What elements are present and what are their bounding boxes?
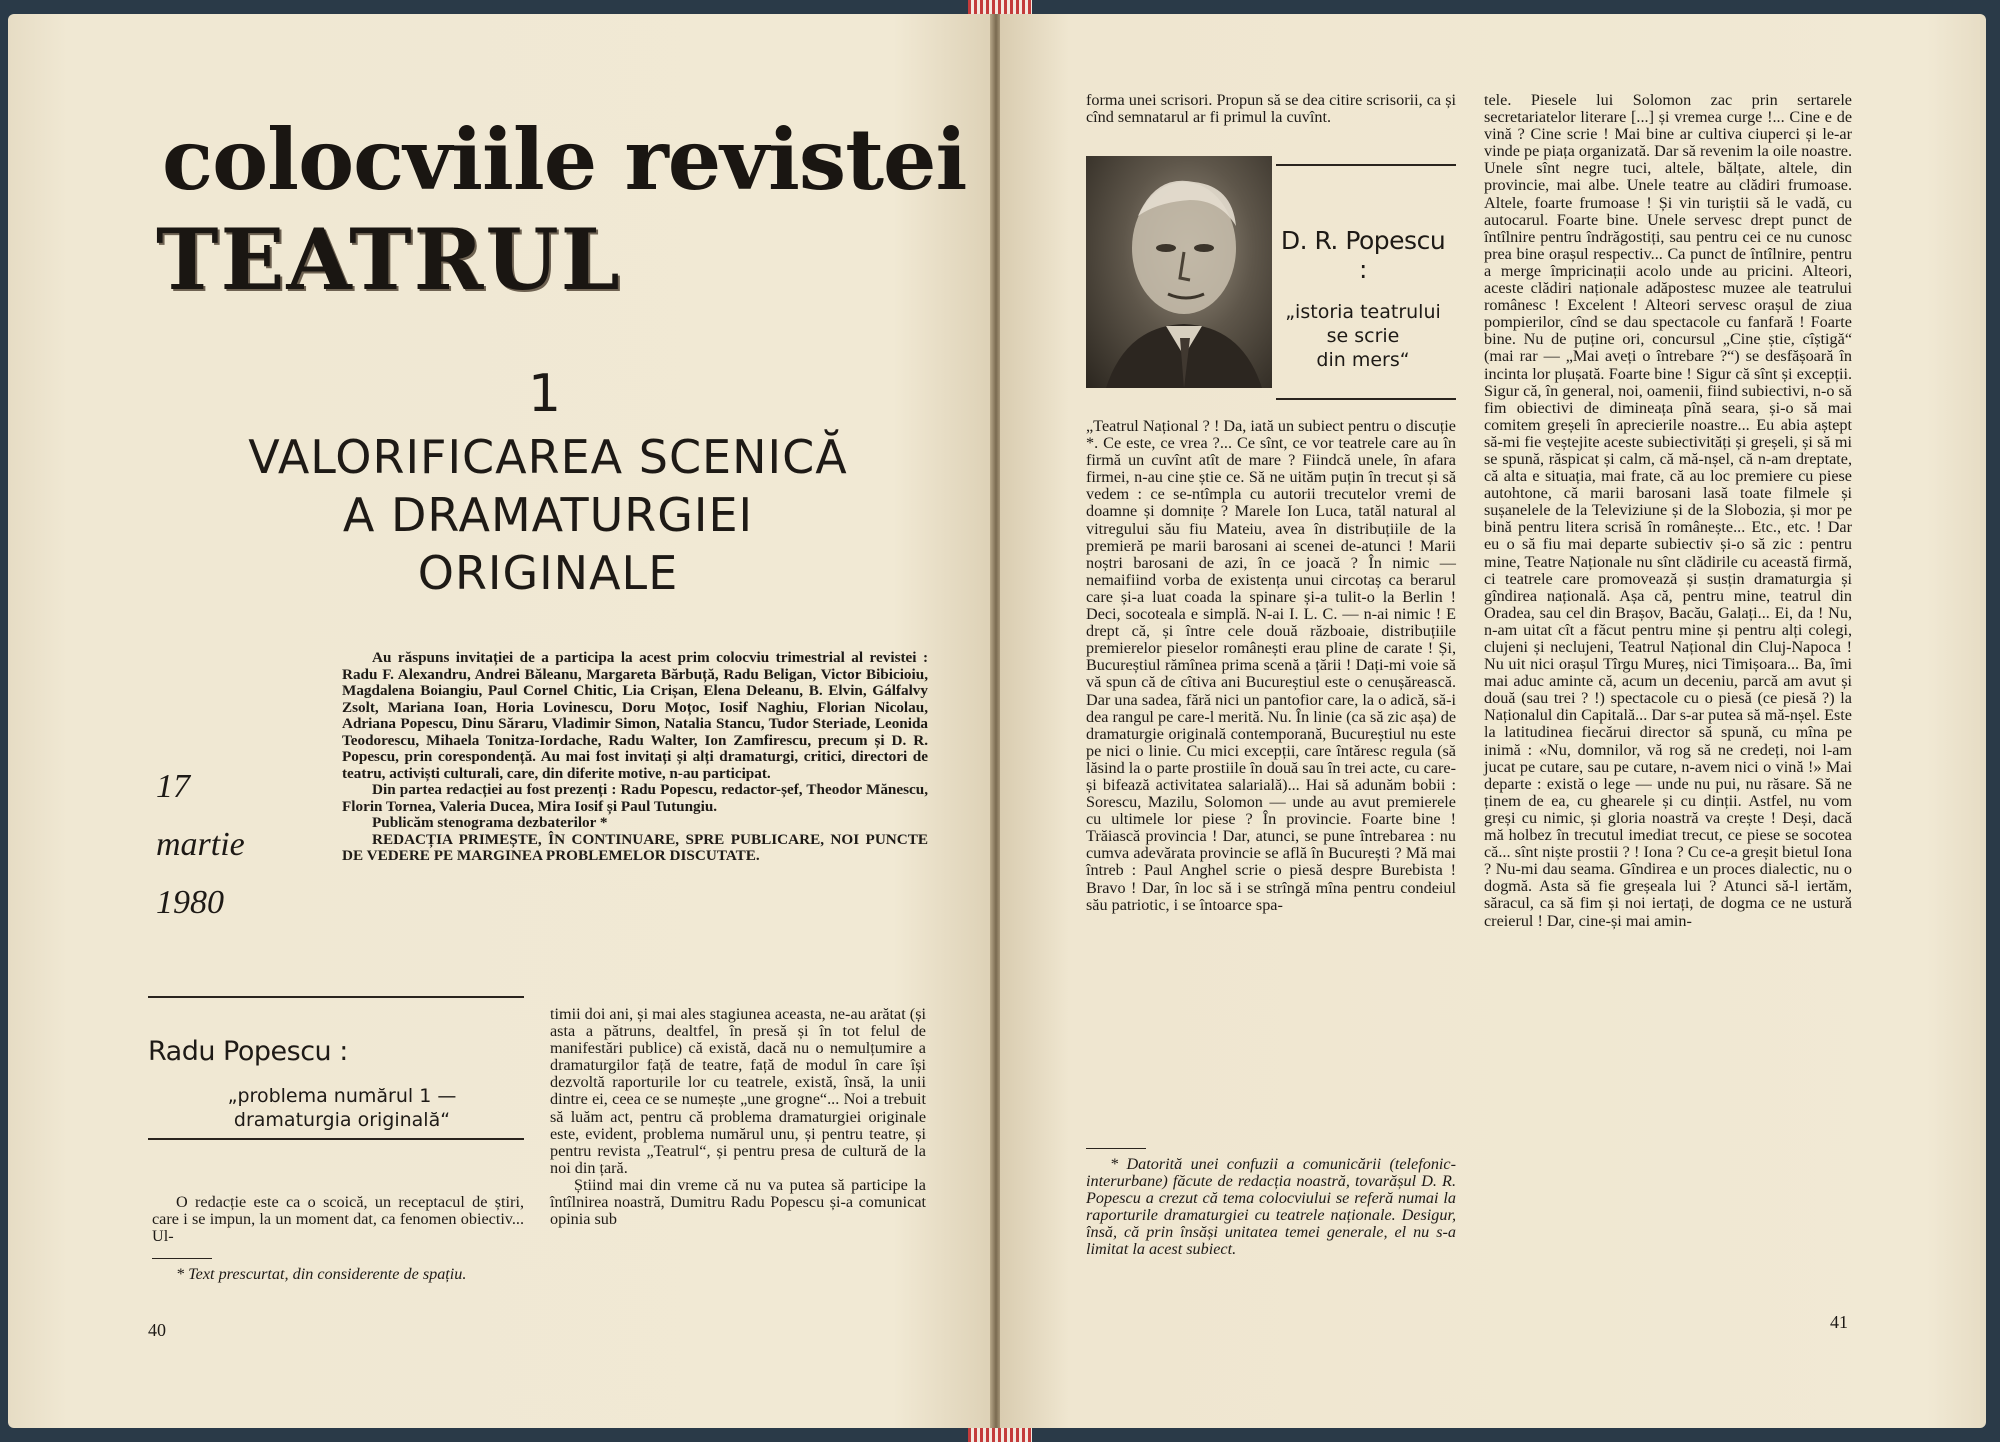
- portrait-photo: [1086, 156, 1272, 388]
- section-rule-top: [148, 996, 524, 998]
- date-year: 1980: [156, 884, 224, 921]
- portrait-illustration: [1086, 156, 1272, 388]
- section-subtitle-line-2: dramaturgia originală“: [233, 1109, 451, 1131]
- footnote-rule: [152, 1258, 212, 1259]
- headline: [168, 428, 928, 602]
- right-footnote-rule: [1086, 1148, 1146, 1149]
- right-footnote-text: * Datorită unei confuzii a comunicării (telefonic-interurbane) făcute de redacția noastră, tovarășul D. R. Popescu a crezut că tema colocviului se referă numai la raporturile dramaturgiei cu teatrele naționale. Desigur, însă, că prin însăși unitatea temei generale, el nu s-a limitat la acest subiect.: [1086, 1155, 1456, 1259]
- left-page: [8, 14, 992, 1428]
- author-box-rule-top: [1276, 164, 1456, 166]
- section-subtitle-line-1: „problema numărul 1 —: [227, 1085, 457, 1107]
- spine-top: [968, 0, 1032, 14]
- intro-text: [342, 650, 928, 865]
- author-quote-line-3: din mers“: [1316, 349, 1410, 371]
- author-quote: [1274, 300, 1452, 372]
- section-rule-bottom: [148, 1138, 524, 1140]
- author-name: D. R. Popescu :: [1280, 226, 1446, 284]
- right-col2-text: tele. Piesele lui Solomon zac prin sertarele secretariatelor literare [...] și vremea curge !... Cine e de vină ? Cine scrie ! Mai bine ar cultiva ciuperci și le-ar vinde pe piața organizată. Dar să revenim la oile noastre. Unele sînt negre tuci, altele, bălțate, altele, din provincie, mai albe. Unele teatre au clădiri frumoase. Altele, foarte frumoase ! Și vin turiștii să le vadă, cu autocarul. Foarte bine. Unele servesc drept punct de întîlnire pentru îndrăgostiți, sau pentru cei ce nu cunosc prea bine orașul respectiv... Ca punct de întîlnire, pentru a merge împricinații acolo unde au pricini. Alteori, aceste clădiri naționale adăpostesc muzee ale teatrului românesc ! Excelent ! Alteori servesc orașul de ziua pompierilor, cînd se dau spectacole cu fanfară ! Foarte bine. Nu de puține ori, concursul „Cine știe, cîștigă“ (mai rar — „Mai aveți o întrebare ?“) se desfășoară în incinta lor plușată. Foarte bine ! Sigur că sînt și excepții. Sigur că, în general, noi, oamenii, fiind subiectivi, n-o să fim obiectivi de dimineața pînă seara, și-o să mai comitem greșeli în aprecierile noastre... Eu abia aștept să-mi fie veștejite aceste subiectivități și greșeli, și să mi se spună, răspicat și calm, că mă-nșel, că n-am dreptate, că alta e situația, mai frate, că au loc premiere cu piese autohtone, că marii barosani lasă toate filmele și sușanelele de la Televiziune și de la Slobozia, și mor pe bină pentru litera scrisă în românește... Etc., etc. ! Dar eu o să fiu mai departe subiectiv și-o să zic : pentru mine, Teatre Naționale nu sînt clădirile cu această firmă, ci teatrele care promovează și susțin dramaturgia și gîndirea națională. Așa că, pentru mine, teatrul din Oradea, sau cel din Brașov, Bacău, Galați... Ei, da ! Nu, n-am uitat cît a făcut pentru mine și pentru alți colegi, clujeni și neclujeni, Teatrul Național din Cluj-Napoca ! Nu uit nici orașul Tîrgu Mureș, nici Timișoara... Ba, îmi mai aduc aminte că, acum un deceniu, parcă am avut și două (sau trei ? !) spectacole cu o piesă (ce piesă ?) la Naționalul din Capitală... Dar s-ar putea să mă-nșel. Este la latitudinea fiecărui director să spună, cu mîna pe inimă : «Nu, domnilor, vă rog să ne credeți, noi l-am jucat pe cutare, sau pe cutare, n-avem nici o vină !» Mai departe : există o lege — unde nu pui, nu răsare. Să ne ținem de ea, cu ghearele și cu dinții. Astfel, nu vom greși cu nimic, și gloria noastră va crește ! Deși, dacă mă holbez în trecutul imediat trecut, ce piese se socotea că... sînt niște prostii ? ! Iona ? Cu ce-a greșit bietul Iona ? Nu-mi dau seama. Gîndirea e un proces dialectic, nu o dogmă. Asta să fie greșeala lui ? Atunci să-l iertăm, săracul, ca să fim și noi iertați, de dogma ce ne usturǎ creierul ! Dar, cine-și mai amin-: [1484, 91, 1852, 930]
- intro-notice: REDACȚIA PRIMEȘTE, ÎN CONTINUARE, SPRE PUBLICARE, NOI PUNCTE DE VEDERE PE MARGINEA PROBLEMELOR DISCUTATE.: [342, 830, 928, 864]
- date-day: 17: [156, 768, 190, 805]
- spine-bottom: [968, 1428, 1032, 1442]
- right-col1-text: „Teatrul Național ? ! Da, iată un subiect pentru o discuție *. Ce este, ce vrea ?... Ce sînt, ce vor teatrele care au în firmă un cuvînt atît de mare ? Fiindcă unele, în afara firmei, n-au cine știe ce. Să ne uităm puțin în trecut și să vedem : ce se-ntîmpla cu autorii trecutelor vremi de doamne și domnițe ? Marele Ion Luca, tatăl natural al vitregului său fiu Mateiu, avea în distribuțiile de la premieră pe marii barosani ai scenei de-atunci ! Marii noștri barosani de azi, în ce joacă ? În nimic — nemaifiind vorba de existența unui circotaș ca berarul care și-a luat coada la spinare și-a tulit-o la Berlin ! Deci, socoteala e simplă. N-ai I. L. C. — n-ai nimic ! E drept că, și între cele două războaie, distribuțiile premierelor pieselor românești erau pline de carate ! Și, Bucureștiul rămînea prima scenă a țării ! Dați-mi voie să vă spun că de cîtiva ani Bucureștiul este o cenușărească. Dar una sadea, fără nici un pantofior care, la o adică, să-i dea rangul pe care-l merită. Nu. În linie (ca să zic așa) de dramaturgie originală contemporană, Bucureștiul nu este pe nici o linie. Cu mici excepții, care întăresc regula (să lăsind la o parte prostiile în două sau în trei acte, cu care-și bifează activitatea salarială)... Hai să adunăm bobii : Sorescu, Mazilu, Solomon — unde au avut premierele cu ultimele lor piese ? În provincie. Foarte bine ! Trăiască provincia ! Dar, atunci, se pune întrebarea : nu cumva adevărata provincie se află în București ? Mă mai întreb : Paul Anghel scrie o piesă despre Burebista ! Bravo ! Dar, în loc să i se strîngă mîna pentru condeiul său patriotic, i se întoarce spa-: [1086, 417, 1456, 914]
- page-number-right: 41: [1830, 1312, 1848, 1332]
- headline-line-1: VALORIFICAREA SCENICĂ: [248, 430, 848, 484]
- page-number-left: 40: [148, 1320, 166, 1340]
- author-quote-line-2: se scrie: [1326, 325, 1400, 347]
- intro-editorial: Din partea redacției au fost prezenți : Radu Popescu, redactor-șef, Theodor Mănescu, Florin Tornea, Valeria Ducea, Mira Iosif și Paul Tutungiu.: [342, 781, 928, 815]
- section-author: Radu Popescu :: [148, 1036, 348, 1067]
- colloquium-number: 1: [528, 364, 562, 424]
- section-subtitle: [212, 1084, 472, 1132]
- left-col2-para-2: Știind mai din vreme că nu va putea să participe la întîlnirea noastră, Dumitru Radu Popescu și-a comunicat opinia sub: [550, 1175, 926, 1229]
- masthead: colocviile revistei: [162, 110, 967, 209]
- left-footnote: [152, 1266, 524, 1283]
- left-col2-para-1: timii doi ani, și mai ales stagiunea aceasta, ne-au arătat (și asta a pătruns, dealtfel, în presă și în tot felul de manifestări publice) că există, dacă nu o nemulțumire a dramaturgilor față de teatre, față de modul în care își dezvoltă raporturile lor cu teatrele, există, însă, la unii dintre ei, ceea ce se numește „une grogne“... Noi a trebuit să luăm act, pentru că problema dramaturgiei originale este, evident, problema numărul unu, și pentru teatre, și pentru revista „Teatrul“, și pentru presa de cultură de la noi din țară.: [550, 1005, 926, 1177]
- author-box-rule-bottom: [1276, 398, 1456, 400]
- author-quote-line-1: „istoria teatrului: [1285, 301, 1441, 323]
- author-box: [1274, 226, 1452, 372]
- headline-line-2: A DRAMATURGIEI: [342, 488, 754, 542]
- intro-transcript: Publicăm stenograma dezbaterilor *: [372, 814, 608, 831]
- teatrul-logo: TEATRUL: [156, 210, 622, 309]
- right-page: [1000, 14, 1986, 1428]
- headline-line-3: ORIGINALE: [417, 546, 679, 600]
- right-footnote: [1086, 1156, 1456, 1259]
- date-month: martie: [156, 826, 245, 863]
- intro-participants: Au răspuns invitației de a participa la acest prim colocviu trimestrial al revistei : Radu F. Alexandru, Andrei Băleanu, Margareta Bărbuță, Radu Beligan, Victor Bibicioiu, Magdalena Boiangiu, Paul Cornel Chitic, Lia Crișan, Elena Deleanu, B. Elvin, Gálfalvy Zsolt, Mariana Ioan, Horia Lovinescu, Doru Moțoc, Iosif Naghiu, Florian Nicolau, Adriana Popescu, Dinu Săraru, Vladimir Simon, Natalia Stancu, Tudor Steriade, Leonida Teodorescu, Mihaela Tonitza-Iordache, Radu Walter, Ion Zamfirescu, precum și D. R. Popescu, prin corespondență. Au mai fost invitați și alți dramaturgi, critici, directori de teatru, activiști culturali, care, din diferite motive, n-au participat.: [342, 649, 928, 782]
- left-col1-text: O redacție este ca o scoică, un receptacul de știri, care i se impun, la un moment dat, ca fenomen obiectiv... Ul-: [152, 1193, 524, 1246]
- right-top-para: forma unei scrisori. Propun să se dea citire scrisorii, ca și cînd semnatarul ar fi primul la cuvînt.: [1086, 91, 1456, 127]
- left-col1: [152, 1194, 524, 1245]
- right-col1: [1086, 418, 1456, 914]
- left-footnote-text: * Text prescurtat, din considerente de spațiu.: [176, 1265, 467, 1283]
- right-col2: [1484, 92, 1852, 930]
- left-col2: [550, 1006, 926, 1228]
- right-top-text: [1086, 92, 1456, 126]
- date: [156, 758, 245, 932]
